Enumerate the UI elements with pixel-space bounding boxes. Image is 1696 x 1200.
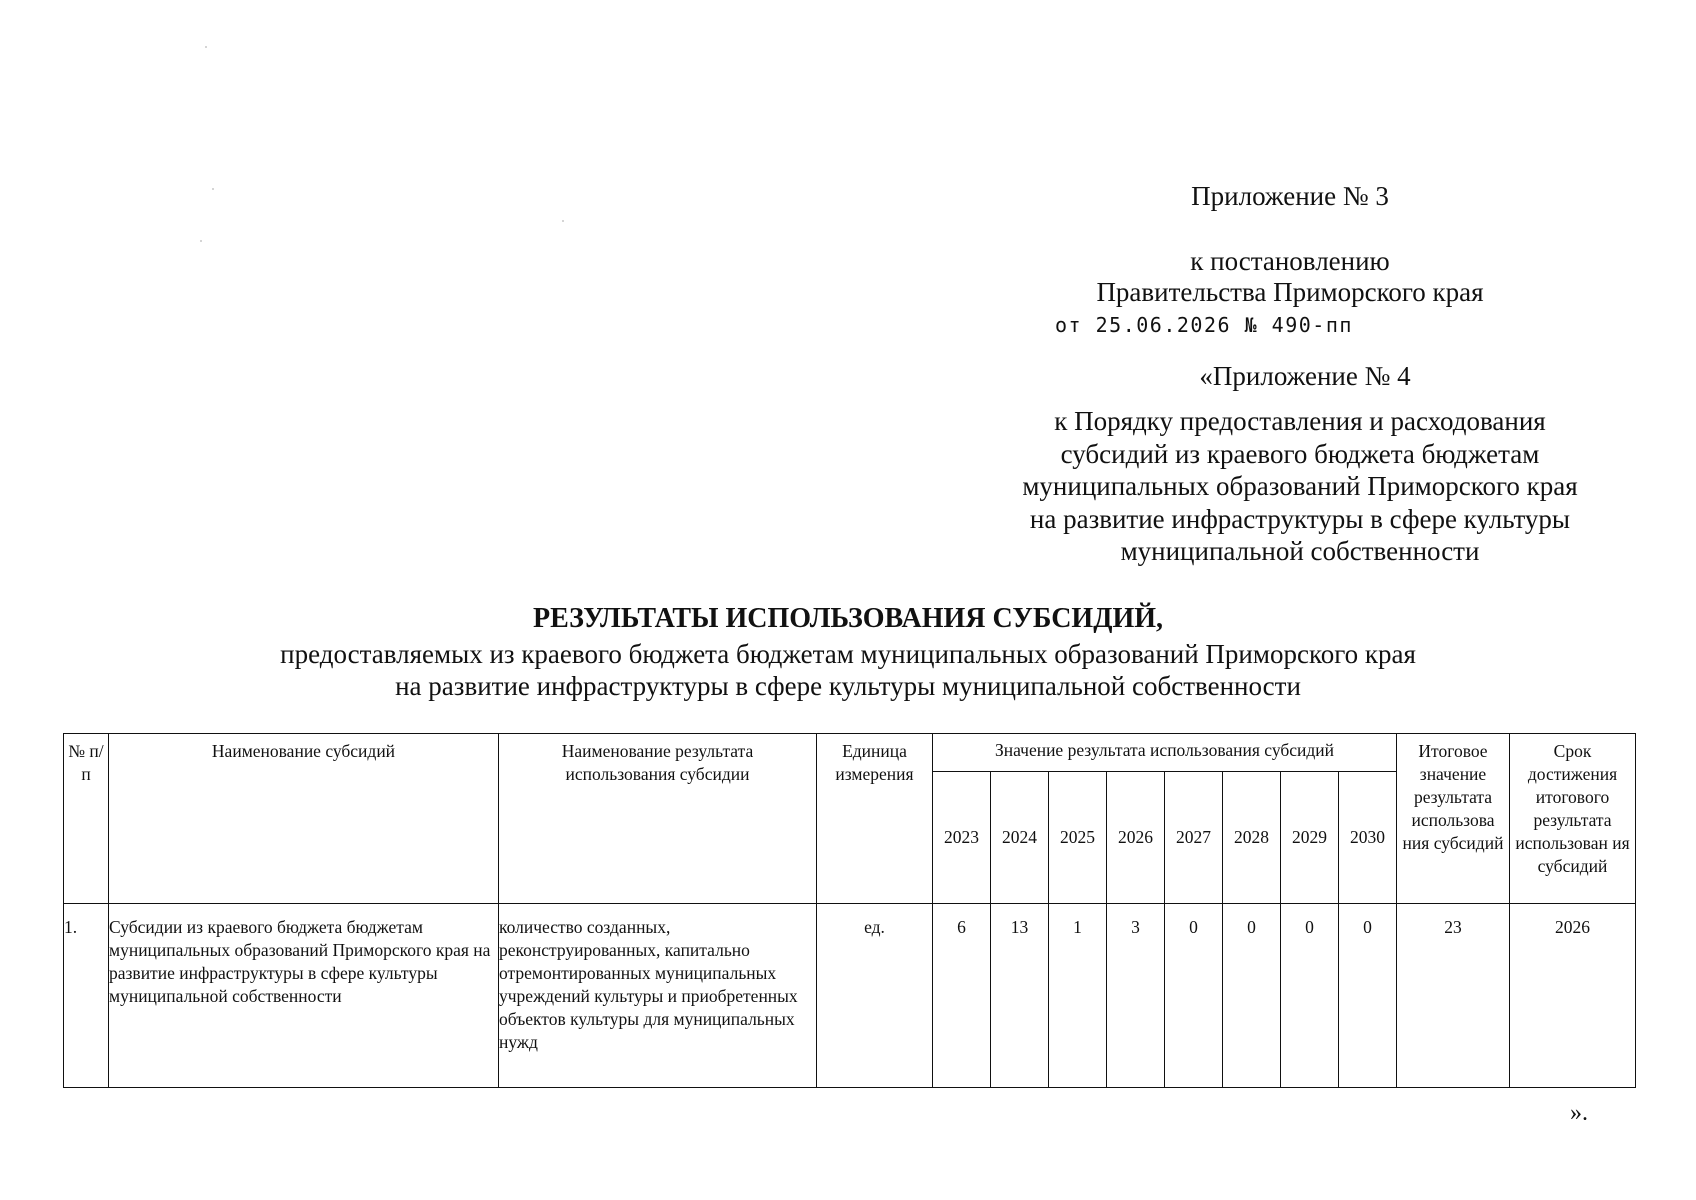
decree-line: Правительства Приморского края xyxy=(1096,277,1484,307)
header-year: 2027 xyxy=(1165,772,1223,904)
subtitle-line: на развитие инфраструктуры в сфере культуры муниципальной собственности xyxy=(395,671,1301,701)
row-unit: ед. xyxy=(817,904,933,1088)
order-reference xyxy=(970,405,1630,568)
table-row xyxy=(64,904,1636,1088)
header-year: 2023 xyxy=(933,772,991,904)
row-value-2024: 13 xyxy=(991,904,1049,1088)
results-table xyxy=(63,733,1636,1088)
subtitle-line: предоставляемых из краевого бюджета бюджетам муниципальных образований Приморского края xyxy=(280,639,1416,669)
header-year: 2029 xyxy=(1281,772,1339,904)
row-value-2029: 0 xyxy=(1281,904,1339,1088)
header-total: Итоговое значение результата использова ния субсидий xyxy=(1397,734,1510,904)
header-result-name: Наименование результата использования субсидии xyxy=(499,734,817,904)
document-subtitle xyxy=(60,638,1636,702)
header-subsidy-name: Наименование субсидий xyxy=(109,734,499,904)
row-value-2027: 0 xyxy=(1165,904,1223,1088)
scan-speck xyxy=(212,188,214,190)
row-value-2025: 1 xyxy=(1049,904,1107,1088)
row-num: 1. xyxy=(64,904,109,1088)
appendix-title: Приложение № 3 xyxy=(1191,181,1389,211)
header-unit: Единица измерения xyxy=(817,734,933,904)
order-line: муниципальных образований Приморского края xyxy=(1022,471,1578,501)
header-values-group: Значение результата использования субсидий xyxy=(933,734,1397,772)
order-line: муниципальной собственности xyxy=(1120,536,1480,566)
order-line: субсидий из краевого бюджета бюджетам xyxy=(1060,438,1540,469)
row-total: 23 xyxy=(1397,904,1510,1088)
scan-speck xyxy=(205,46,207,48)
scan-speck xyxy=(200,240,202,242)
scan-speck xyxy=(562,220,564,222)
order-line: на развитие инфраструктуры в сфере культуры xyxy=(1029,503,1571,534)
row-value-2028: 0 xyxy=(1223,904,1281,1088)
row-value-2030: 0 xyxy=(1339,904,1397,1088)
row-subsidy-name: Субсидии из краевого бюджета бюджетам муниципальных образований Приморского края на развитие инфраструктуры в сфере культуры муниципальной собственности xyxy=(109,904,499,1088)
row-value-2026: 3 xyxy=(1107,904,1165,1088)
header-year: 2028 xyxy=(1223,772,1281,904)
closing-quote: ». xyxy=(1570,1100,1588,1126)
decree-date: от 25.06.2026 № 490-пп xyxy=(1055,313,1353,337)
decree-reference xyxy=(1030,246,1550,308)
header-deadline: Срок достижения итогового результата использован ия субсидий xyxy=(1510,734,1636,904)
row-result-name: количество созданных, реконструированных, капитально отремонтированных муниципальных учреждений культуры и приобретенных объектов культуры для муниципальных нужд xyxy=(499,904,817,1088)
row-deadline: 2026 xyxy=(1510,904,1636,1088)
order-line: к Порядку предоставления и расходования xyxy=(1054,406,1546,436)
header-year: 2030 xyxy=(1339,772,1397,904)
header-year: 2026 xyxy=(1107,772,1165,904)
decree-line: к постановлению xyxy=(1190,246,1390,276)
appendix-4-title: «Приложение № 4 xyxy=(1199,361,1411,391)
header-year: 2025 xyxy=(1049,772,1107,904)
document-title: РЕЗУЛЬТАТЫ ИСПОЛЬЗОВАНИЯ СУБСИДИЙ, xyxy=(532,603,1164,634)
header-year: 2024 xyxy=(991,772,1049,904)
row-value-2023: 6 xyxy=(933,904,991,1088)
header-num: № п/п xyxy=(64,734,109,904)
